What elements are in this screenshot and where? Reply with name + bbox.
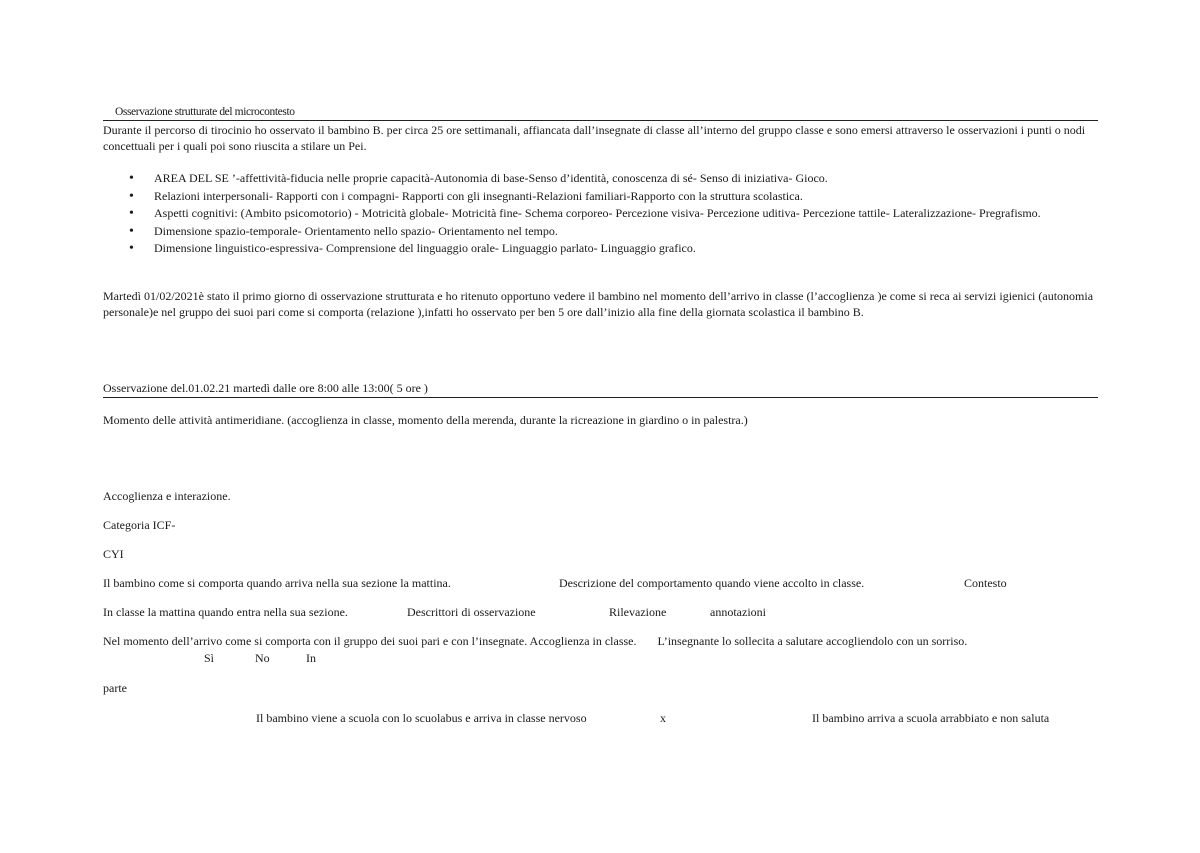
observation-intro-paragraph: Martedì 01/02/2021è stato il primo giorno di osservazione strutturata e ho ritenuto opportuno vedere il bambino nel momento dell’arrivo in classe (l’accoglienza )e come si reca ai servizi igienici (autonomia personale)e nel gruppo dei suoi pari come si comporta (relazione ),infatti ho osservato per ben 5 ore dall’inizio alla fine della giornata scolastica il bambino B. xyxy=(103,289,1094,319)
intro-paragraph: Durante il percorso di tirocinio ho osservato il bambino B. per circa 25 ore settimanali, affiancata dall’insegnate di classe all’interno del gruppo classe e sono emersi attraverso le osservazioni i punti o nodi concettuali per i quali poi sono riuscita a stilare un Pei. xyxy=(103,123,1086,153)
areas-list xyxy=(103,170,1063,258)
row4-note: Il bambino arriva a scuola arrabbiato e non saluta xyxy=(812,711,1050,725)
bullet-icon: • xyxy=(129,171,134,186)
answer-no: No xyxy=(255,651,270,665)
bullet-icon: • xyxy=(129,223,134,239)
row4-descriptor: Il bambino viene a scuola con lo scuolabus e arriva in classe nervoso xyxy=(256,711,587,725)
row2-context-value: In classe la mattina quando entra nella sua sezione. xyxy=(103,605,348,619)
session-title: Osservazione del.01.02.21 martedì dalle ore 8:00 alle 13:00( 5 ore ) xyxy=(103,381,428,395)
row2-rilevazione: Rilevazione xyxy=(609,605,667,619)
icf-category-label: Categoria ICF- xyxy=(103,518,176,532)
list-item: • Relazioni interpersonali- Rapporti con i compagni- Rapporti con gli insegnanti-Relazioni familiari-Rapporto con la struttura scolastica. xyxy=(129,188,803,204)
icf-category-code: CYI xyxy=(103,547,124,561)
row3-text: Nel momento dell’arrivo come si comporta con il gruppo dei suoi pari e con l’insegnate. Accoglienza in classe. L’insegnante lo sollecita a salutare accogliendolo con un sorriso. xyxy=(103,634,968,648)
list-item: • AREA DEL SE ’-affettività-fiducia nelle proprie capacità-Autonomia di base-Senso d’identità, conoscenza di sé- Senso di iniziativa- Gioco. xyxy=(129,171,828,186)
bullet-icon: • xyxy=(129,206,134,221)
row2-annotazioni: annotazioni xyxy=(710,605,766,619)
page-title: Osservazione strutturate del microcontesto xyxy=(115,106,295,118)
answer-parte: parte xyxy=(103,681,127,695)
list-item: • Dimensione linguistico-espressiva- Comprensione del linguaggio orale- Linguaggio parlato- Linguaggio grafico. xyxy=(129,241,696,256)
answer-in: In xyxy=(306,651,316,665)
bullet-icon: • xyxy=(129,241,134,256)
bullet-icon: • xyxy=(129,188,134,204)
answer-si: Sì xyxy=(204,651,215,665)
accoglienza-heading: Accoglienza e interazione. xyxy=(103,489,231,503)
row4-mark: x xyxy=(660,711,666,725)
title-rule xyxy=(103,120,1098,121)
session-rule xyxy=(103,397,1098,398)
list-item: • Aspetti cognitivi: (Ambito psicomotorio) - Motricità globale- Motricità fine- Schema corporeo- Percezione visiva- Percezione uditiva- Percezione tattile- Lateralizzazione- Pregrafismo. xyxy=(129,206,1041,221)
row1-context: Contesto xyxy=(964,576,1007,590)
list-item: • Dimensione spazio-temporale- Orientamento nello spazio- Orientamento nel tempo. xyxy=(129,223,558,239)
row1-question: Il bambino come si comporta quando arriva nella sua sezione la mattina. xyxy=(103,576,451,590)
session-moment: Momento delle attività antimeridiane. (accoglienza in classe, momento della merenda, durante la ricreazione in giardino o in palestra.) xyxy=(103,413,748,427)
row1-description: Descrizione del comportamento quando viene accolto in classe. xyxy=(559,576,865,590)
row2-descriptors: Descrittori di osservazione xyxy=(407,605,536,619)
